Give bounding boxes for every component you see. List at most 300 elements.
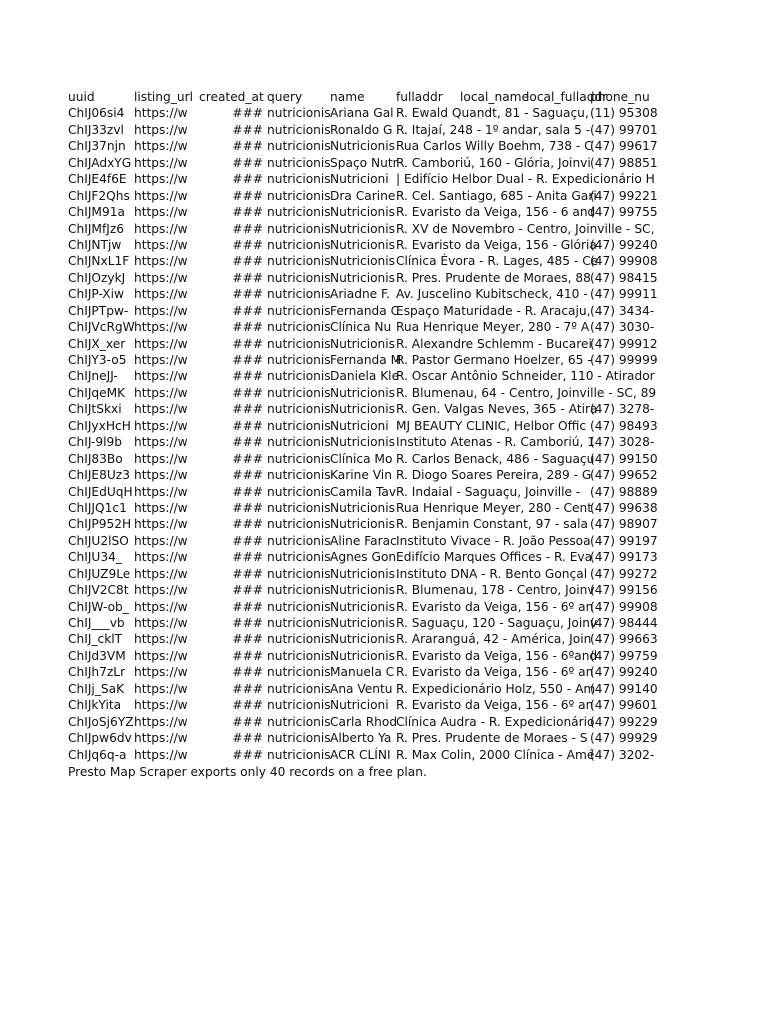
cell-phone[interactable]: (47) 3202- [590, 747, 655, 762]
table-row[interactable] [68, 155, 658, 171]
cell-listing-url[interactable]: https://w [134, 632, 188, 647]
table-row[interactable] [68, 237, 658, 253]
table-row[interactable] [68, 171, 654, 187]
table-row[interactable] [68, 615, 658, 631]
cell-query[interactable]: nutricionis [267, 369, 331, 384]
cell-fulladdr[interactable]: R. Evaristo da Veiga, 156 - 6 and [396, 205, 596, 220]
cell-query[interactable]: nutricionis [267, 435, 331, 450]
cell-listing-url[interactable]: https://w [134, 106, 188, 121]
cell-query[interactable]: nutricionis [267, 155, 331, 170]
table-row[interactable] [68, 336, 658, 352]
cell-uuid[interactable]: ChIJ-9l9b [68, 435, 123, 450]
cell-fulladdr[interactable]: R. Carlos Benack, 486 - Saguaçu [396, 451, 595, 466]
cell-fulladdr[interactable]: R. Evaristo da Veiga, 156 - Glória [396, 237, 597, 252]
cell-uuid[interactable]: ChIJP952H [68, 517, 132, 532]
cell-fulladdr[interactable]: Instituto Vivace - R. João Pessoa [396, 533, 591, 548]
cell-uuid[interactable]: ChIJEdUqH [68, 484, 133, 499]
cell-phone[interactable]: (47) 99638 [590, 500, 658, 515]
table-row[interactable] [68, 368, 654, 384]
cell-query[interactable]: nutricionis [267, 517, 331, 532]
cell-name[interactable]: Ariana Gal [330, 106, 394, 121]
cell-uuid[interactable]: ChIJVcRgW [68, 320, 135, 335]
cell-name[interactable]: Nutricionis [330, 435, 396, 450]
table-row[interactable] [68, 664, 658, 680]
cell-created-at[interactable]: ### [232, 139, 263, 154]
cell-phone[interactable]: (47) 98415 [590, 270, 658, 285]
cell-phone[interactable]: (47) 99197 [590, 533, 658, 548]
cell-uuid[interactable]: ChIJOzykJ [68, 270, 126, 285]
cell-created-at[interactable]: ### [232, 632, 263, 647]
cell-fulladdr[interactable]: R. Saguaçu, 120 - Saguaçu, Joinv [396, 616, 598, 630]
cell-name[interactable]: Nutricioni [330, 698, 389, 713]
cell-phone[interactable]: (47) 99759 [590, 648, 658, 663]
cell-phone[interactable]: (47) 99999 [590, 353, 658, 367]
cell-uuid[interactable]: ChIJ06si4 [68, 106, 125, 121]
cell-query[interactable]: nutricionis [267, 632, 331, 647]
cell-name[interactable]: Nutricioni [330, 418, 389, 433]
cell-query[interactable]: nutricionis [267, 418, 331, 433]
cell-uuid[interactable]: ChIJneJJ- [68, 369, 118, 384]
cell-listing-url[interactable]: https://w [134, 616, 188, 630]
col-header-local-name[interactable]: local_name [460, 90, 530, 104]
table-row[interactable] [68, 467, 658, 483]
cell-name[interactable]: Ronaldo G [330, 122, 393, 137]
cell-name[interactable]: Nutricionis [330, 632, 396, 647]
cell-name[interactable]: Karine Vin [330, 468, 392, 483]
cell-listing-url[interactable]: https://w [134, 468, 188, 483]
cell-listing-url[interactable]: https://w [134, 336, 188, 351]
cell-phone[interactable]: (47) 99912 [590, 336, 658, 351]
table-row[interactable] [68, 270, 658, 286]
cell-uuid[interactable]: ChIJyxHcH [68, 418, 131, 433]
cell-uuid[interactable]: ChIJU2lSO [68, 533, 129, 548]
cell-uuid[interactable]: ChIJP-Xiw [68, 287, 124, 302]
cell-uuid[interactable]: ChIJMfJz6 [68, 221, 124, 236]
cell-created-at[interactable]: ### [232, 418, 263, 433]
cell-uuid[interactable]: ChIJE4f6E [68, 172, 127, 187]
cell-created-at[interactable]: ### [232, 451, 263, 466]
cell-fulladdr[interactable]: Clínica Évora - R. Lages, 485 - Ce [396, 254, 599, 269]
cell-uuid[interactable]: ChIJ83Bo [68, 451, 123, 466]
cell-query[interactable]: nutricionis [267, 665, 331, 680]
cell-name[interactable]: Nutricionis [330, 402, 396, 417]
table-row[interactable] [68, 385, 657, 401]
cell-name[interactable]: Nutricionis [330, 566, 396, 581]
cell-listing-url[interactable]: https://w [134, 270, 188, 285]
table-row[interactable] [68, 714, 658, 730]
table-row[interactable] [68, 582, 658, 598]
table-row[interactable] [68, 697, 658, 713]
cell-phone[interactable]: (47) 98907 [590, 517, 658, 532]
cell-name[interactable]: Alberto Ya [330, 731, 392, 746]
cell-fulladdr[interactable]: R. Evaristo da Veiga, 156 - 6º an [396, 698, 594, 713]
cell-created-at[interactable]: ### [232, 484, 263, 499]
cell-phone[interactable]: (47) 99156 [590, 583, 658, 598]
cell-created-at[interactable]: ### [232, 714, 263, 729]
cell-uuid[interactable]: ChIJd3VM [68, 648, 126, 663]
cell-uuid[interactable]: ChIJV2C8t [68, 583, 129, 598]
cell-name[interactable]: Spaço Nutr [330, 155, 398, 170]
table-row[interactable] [68, 286, 658, 302]
table-row[interactable] [68, 500, 658, 516]
cell-query[interactable]: nutricionis [267, 221, 331, 236]
cell-query[interactable]: nutricionis [267, 139, 331, 154]
cell-name[interactable]: Nutricionis [330, 500, 396, 515]
table-row[interactable] [68, 484, 658, 500]
cell-listing-url[interactable]: https://w [134, 303, 188, 318]
table-row[interactable] [68, 451, 658, 467]
table-row[interactable] [68, 122, 658, 138]
cell-phone[interactable]: (47) 3028- [590, 435, 655, 450]
cell-fulladdr[interactable]: R. XV de Novembro - Centro, Joinville - SC, [396, 221, 655, 236]
cell-created-at[interactable]: ### [232, 270, 263, 285]
cell-listing-url[interactable]: https://w [134, 172, 188, 187]
cell-created-at[interactable]: ### [232, 254, 263, 269]
cell-phone[interactable]: (47) 99701 [590, 122, 658, 137]
table-row[interactable] [68, 533, 658, 549]
cell-phone[interactable]: (47) 98851 [590, 155, 658, 170]
cell-fulladdr[interactable]: R. Pastor Germano Hoelzer, 65 - [396, 353, 592, 367]
cell-listing-url[interactable]: https://w [134, 533, 188, 548]
cell-phone[interactable]: (47) 98444 [590, 616, 658, 630]
cell-name[interactable]: Fernanda M [330, 353, 402, 367]
cell-name[interactable]: Clínica Mo [330, 451, 393, 466]
cell-query[interactable]: nutricionis [267, 681, 331, 696]
cell-query[interactable]: nutricionis [267, 270, 331, 285]
cell-fulladdr[interactable]: Rua Henrique Meyer, 280 - Cent [396, 500, 593, 515]
cell-listing-url[interactable]: https://w [134, 385, 188, 400]
table-row[interactable] [68, 105, 658, 121]
cell-query[interactable]: nutricionis [267, 566, 331, 581]
cell-query[interactable]: nutricionis [267, 237, 331, 252]
cell-name[interactable]: ACR CLÍNI [330, 747, 391, 762]
cell-query[interactable]: nutricionis [267, 287, 331, 302]
cell-created-at[interactable]: ### [232, 106, 263, 121]
cell-phone[interactable]: (47) 99652 [590, 468, 658, 483]
cell-listing-url[interactable]: https://w [134, 681, 188, 696]
cell-uuid[interactable]: ChIJ_cklT [68, 632, 123, 647]
cell-phone[interactable]: (47) 99908 [590, 599, 658, 614]
cell-phone[interactable]: (47) 98889 [590, 484, 658, 499]
cell-fulladdr[interactable]: Espaço Maturidade - R. Aracaju, [396, 303, 591, 318]
cell-fulladdr[interactable]: R. Pres. Prudente de Moraes, 88 [396, 270, 591, 285]
cell-uuid[interactable]: ChIJU34_ [68, 550, 122, 565]
cell-created-at[interactable]: ### [232, 517, 263, 532]
table-row[interactable] [68, 352, 658, 368]
cell-fulladdr[interactable]: R. Expedicionário Holz, 550 - Am [396, 681, 596, 696]
cell-phone[interactable]: (47) 99240 [590, 665, 658, 680]
col-header-local-fulladdr[interactable]: local_fulladdr [526, 90, 608, 104]
table-row[interactable] [68, 188, 658, 204]
cell-uuid[interactable]: ChIJW-ob_ [68, 599, 129, 614]
cell-fulladdr[interactable]: Instituto Atenas - R. Camboriú, 1 [396, 435, 595, 450]
cell-name[interactable]: Clínica Nu [330, 320, 392, 335]
cell-created-at[interactable]: ### [232, 320, 263, 335]
cell-phone[interactable]: (47) 99911 [590, 287, 658, 302]
cell-uuid[interactable]: ChIJpw6dv [68, 731, 132, 746]
cell-created-at[interactable]: ### [232, 221, 263, 236]
cell-name[interactable]: Agnes Gon [330, 550, 397, 565]
cell-name[interactable]: Nutricionis [330, 254, 396, 269]
table-row[interactable] [68, 138, 658, 154]
cell-fulladdr[interactable]: R. Itajaí, 248 - 1º andar, sala 5 - [396, 122, 591, 137]
cell-listing-url[interactable]: https://w [134, 747, 188, 762]
cell-uuid[interactable]: ChIJh7zLr [68, 665, 126, 680]
cell-uuid[interactable]: ChIJkYita [68, 698, 122, 713]
cell-fulladdr[interactable]: R. Ewald Quandt, 81 - Saguaçu, [396, 106, 589, 121]
cell-listing-url[interactable]: https://w [134, 418, 188, 433]
cell-fulladdr[interactable]: Rua Carlos Willy Boehm, 738 - C [396, 139, 593, 154]
cell-uuid[interactable]: ChIJAdxYG [68, 155, 132, 170]
cell-listing-url[interactable]: https://w [134, 484, 188, 499]
cell-query[interactable]: nutricionis [267, 533, 331, 548]
cell-phone[interactable]: (47) 3434- [590, 303, 655, 318]
cell-listing-url[interactable]: https://w [134, 599, 188, 614]
cell-query[interactable]: nutricionis [267, 550, 331, 565]
cell-created-at[interactable]: ### [232, 385, 263, 400]
cell-created-at[interactable]: ### [232, 353, 263, 367]
cell-uuid[interactable]: ChIJ33zvl [68, 122, 124, 137]
cell-created-at[interactable]: ### [232, 402, 263, 417]
cell-fulladdr[interactable]: R. Evaristo da Veiga, 156 - 6ºand [396, 648, 598, 663]
col-header-name[interactable]: name [330, 90, 365, 104]
cell-fulladdr[interactable]: R. Benjamin Constant, 97 - sala [396, 517, 588, 532]
cell-uuid[interactable]: ChIJY3-o5 [68, 353, 127, 367]
cell-phone[interactable]: (11) 95308 [590, 106, 658, 121]
cell-name[interactable]: Nutricionis [330, 205, 396, 220]
cell-phone[interactable]: (47) 3278- [590, 402, 655, 417]
cell-created-at[interactable]: ### [232, 698, 263, 713]
cell-uuid[interactable]: ChIJE8Uz3 [68, 468, 130, 483]
cell-name[interactable]: Nutricionis [330, 336, 396, 351]
col-header-created-at[interactable]: created_at [199, 90, 264, 104]
cell-listing-url[interactable]: https://w [134, 500, 188, 515]
cell-fulladdr[interactable]: R. Gen. Valgas Neves, 365 - Atira [396, 402, 598, 417]
cell-name[interactable]: Camila Tav [330, 484, 397, 499]
cell-created-at[interactable]: ### [232, 599, 263, 614]
cell-query[interactable]: nutricionis [267, 205, 331, 220]
cell-phone[interactable]: (47) 99601 [590, 698, 658, 713]
cell-created-at[interactable]: ### [232, 188, 263, 203]
cell-query[interactable]: nutricionis [267, 254, 331, 269]
table-row[interactable] [68, 747, 654, 763]
cell-phone[interactable]: (47) 98493 [590, 418, 658, 433]
cell-query[interactable]: nutricionis [267, 583, 331, 598]
cell-listing-url[interactable]: https://w [134, 205, 188, 220]
cell-fulladdr[interactable]: Rua Henrique Meyer, 280 - 7º A [396, 320, 590, 335]
cell-query[interactable]: nutricionis [267, 122, 331, 137]
cell-name[interactable]: Nutricionis [330, 221, 396, 236]
cell-uuid[interactable]: ChIJtSkxi [68, 402, 122, 417]
cell-uuid[interactable]: ChIJoSj6YZ [68, 714, 134, 729]
col-header-fulladdr[interactable]: fulladdr [396, 90, 443, 104]
cell-fulladdr[interactable]: Av. Juscelino Kubitscheck, 410 - [396, 287, 588, 302]
cell-query[interactable]: nutricionis [267, 385, 331, 400]
table-row[interactable] [68, 434, 654, 450]
cell-query[interactable]: nutricionis [267, 714, 331, 729]
cell-query[interactable]: nutricionis [267, 303, 331, 318]
cell-fulladdr[interactable]: R. Blumenau, 178 - Centro, Joinv [396, 583, 595, 598]
cell-name[interactable]: Nutricionis [330, 648, 396, 663]
table-row[interactable] [68, 681, 658, 697]
table-row[interactable] [68, 204, 658, 220]
cell-query[interactable]: nutricionis [267, 172, 331, 187]
cell-created-at[interactable]: ### [232, 533, 263, 548]
cell-created-at[interactable]: ### [232, 303, 263, 318]
cell-created-at[interactable]: ### [232, 665, 263, 680]
cell-listing-url[interactable]: https://w [134, 139, 188, 154]
cell-created-at[interactable]: ### [232, 435, 263, 450]
cell-fulladdr[interactable]: R. Evaristo da Veiga, 156 - 6º an [396, 665, 594, 680]
cell-created-at[interactable]: ### [232, 237, 263, 252]
cell-created-at[interactable]: ### [232, 500, 263, 515]
cell-fulladdr[interactable]: R. Max Colin, 2000 Clínica - Amé [396, 747, 595, 762]
cell-name[interactable]: Nutricionis [330, 583, 396, 598]
cell-uuid[interactable]: ChIJ___vb [68, 616, 125, 630]
cell-query[interactable]: nutricionis [267, 500, 331, 515]
cell-query[interactable]: nutricionis [267, 106, 331, 121]
cell-fulladdr[interactable]: MJ BEAUTY CLINIC, Helbor Offic [396, 418, 587, 433]
cell-name[interactable]: Nutricionis [330, 237, 396, 252]
cell-uuid[interactable]: ChIJJQ1c1 [68, 500, 127, 515]
cell-uuid[interactable]: ChIJj_SaK [68, 681, 125, 696]
cell-listing-url[interactable]: https://w [134, 155, 188, 170]
cell-fulladdr[interactable]: R. Araranguá, 42 - América, Join [396, 632, 592, 647]
cell-name[interactable]: Nutricionis [330, 616, 396, 630]
cell-name[interactable]: Dra Carine [330, 188, 396, 203]
cell-query[interactable]: nutricionis [267, 484, 331, 499]
cell-created-at[interactable]: ### [232, 583, 263, 598]
cell-name[interactable]: Manuela C [330, 665, 395, 680]
table-row[interactable] [68, 549, 658, 565]
table-row[interactable] [68, 221, 654, 237]
cell-fulladdr[interactable]: R. Alexandre Schlemm - Bucarei [396, 336, 592, 351]
cell-created-at[interactable]: ### [232, 468, 263, 483]
cell-name[interactable]: Nutricionis [330, 385, 396, 400]
table-row[interactable] [68, 303, 654, 319]
col-header-phone[interactable]: phone_nu [590, 90, 650, 104]
cell-created-at[interactable]: ### [232, 616, 263, 630]
col-header-listing-url[interactable]: listing_url [134, 90, 193, 104]
table-row[interactable] [68, 401, 654, 417]
cell-fulladdr[interactable]: R. Evaristo da Veiga, 156 - 6º an [396, 599, 594, 614]
cell-listing-url[interactable]: https://w [134, 566, 188, 581]
cell-phone[interactable]: (47) 99140 [590, 681, 658, 696]
cell-fulladdr[interactable]: R. Oscar Antônio Schneider, 110 - Atirador [396, 369, 655, 384]
table-row[interactable] [68, 648, 658, 664]
table-row[interactable] [68, 631, 658, 647]
cell-created-at[interactable]: ### [232, 681, 263, 696]
cell-query[interactable]: nutricionis [267, 747, 331, 762]
cell-phone[interactable]: (47) 99929 [590, 731, 658, 746]
cell-created-at[interactable]: ### [232, 648, 263, 663]
cell-created-at[interactable]: ### [232, 566, 263, 581]
cell-phone[interactable]: (47) 99617 [590, 139, 658, 154]
table-row[interactable] [68, 319, 654, 335]
cell-name[interactable]: Ana Ventu [330, 681, 393, 696]
cell-uuid[interactable]: ChIJq6q-a [68, 747, 127, 762]
cell-listing-url[interactable]: https://w [134, 402, 188, 417]
cell-listing-url[interactable]: https://w [134, 550, 188, 565]
cell-fulladdr[interactable]: R. Camboriú, 160 - Glória, Joinvi [396, 155, 591, 170]
table-row[interactable] [68, 253, 658, 269]
cell-query[interactable]: nutricionis [267, 402, 331, 417]
cell-listing-url[interactable]: https://w [134, 254, 188, 269]
cell-listing-url[interactable]: https://w [134, 583, 188, 598]
cell-query[interactable]: nutricionis [267, 320, 331, 335]
table-row[interactable] [68, 566, 658, 582]
cell-query[interactable]: nutricionis [267, 336, 331, 351]
cell-query[interactable]: nutricionis [267, 188, 331, 203]
cell-phone[interactable]: (47) 99173 [590, 550, 658, 565]
cell-name[interactable]: Fernanda C [330, 303, 400, 318]
cell-created-at[interactable]: ### [232, 747, 263, 762]
cell-query[interactable]: nutricionis [267, 468, 331, 483]
cell-listing-url[interactable]: https://w [134, 435, 188, 450]
cell-phone[interactable]: (47) 3030- [590, 320, 655, 335]
cell-query[interactable]: nutricionis [267, 451, 331, 466]
cell-uuid[interactable]: ChIJ37njn [68, 139, 126, 154]
cell-uuid[interactable]: ChIJPTpw- [68, 303, 129, 318]
cell-name[interactable]: Nutricionis [330, 599, 396, 614]
cell-created-at[interactable]: ### [232, 172, 263, 187]
cell-listing-url[interactable]: https://w [134, 731, 188, 746]
cell-phone[interactable]: (47) 99150 [590, 451, 658, 466]
cell-phone[interactable]: (47) 99221 [590, 188, 658, 203]
cell-query[interactable]: nutricionis [267, 698, 331, 713]
cell-fulladdr[interactable]: R. Blumenau, 64 - Centro, Joinville - SC, 89 [396, 385, 657, 400]
cell-query[interactable]: nutricionis [267, 353, 331, 367]
cell-listing-url[interactable]: https://w [134, 698, 188, 713]
cell-created-at[interactable]: ### [232, 550, 263, 565]
cell-fulladdr[interactable]: R. Pres. Prudente de Moraes - S [396, 731, 588, 746]
cell-name[interactable]: Nutricionis [330, 139, 396, 154]
cell-listing-url[interactable]: https://w [134, 122, 188, 137]
cell-fulladdr[interactable]: R. Indaial - Saguaçu, Joinville - [396, 484, 581, 499]
cell-uuid[interactable]: ChIJUZ9Le [68, 566, 131, 581]
cell-fulladdr[interactable]: Instituto DNA - R. Bento Gonçal [396, 566, 588, 581]
cell-listing-url[interactable]: https://w [134, 353, 188, 367]
cell-query[interactable]: nutricionis [267, 616, 331, 630]
cell-listing-url[interactable]: https://w [134, 188, 188, 203]
cell-phone[interactable]: (47) 99240 [590, 237, 658, 252]
cell-listing-url[interactable]: https://w [134, 714, 188, 729]
cell-uuid[interactable]: ChIJM91a [68, 205, 125, 220]
cell-uuid[interactable]: ChIJqeMK [68, 385, 126, 400]
cell-fulladdr[interactable]: Edifício Marques Offices - R. Eva [396, 550, 593, 565]
col-header-uuid[interactable]: uuid [68, 90, 95, 104]
cell-listing-url[interactable]: https://w [134, 648, 188, 663]
cell-listing-url[interactable]: https://w [134, 287, 188, 302]
table-row[interactable] [68, 599, 658, 615]
cell-query[interactable]: nutricionis [267, 599, 331, 614]
cell-uuid[interactable]: ChIJNTjw [68, 237, 122, 252]
cell-uuid[interactable]: ChIJNxL1F [68, 254, 130, 269]
cell-listing-url[interactable]: https://w [134, 451, 188, 466]
cell-phone[interactable]: (47) 99908 [590, 254, 658, 269]
cell-name[interactable]: Nutricioni [330, 172, 389, 187]
cell-fulladdr[interactable]: | Edifício Helbor Dual - R. Expedicionário H [396, 172, 655, 187]
cell-created-at[interactable]: ### [232, 287, 263, 302]
cell-query[interactable]: nutricionis [267, 731, 331, 746]
cell-created-at[interactable]: ### [232, 731, 263, 746]
cell-uuid[interactable]: ChIJX_xer [68, 336, 126, 351]
cell-name[interactable]: Nutricionis [330, 517, 396, 532]
cell-listing-url[interactable]: https://w [134, 517, 188, 532]
col-header-query[interactable]: query [267, 90, 303, 104]
cell-phone[interactable]: (47) 99663 [590, 632, 658, 647]
cell-name[interactable]: Nutricionis [330, 270, 396, 285]
